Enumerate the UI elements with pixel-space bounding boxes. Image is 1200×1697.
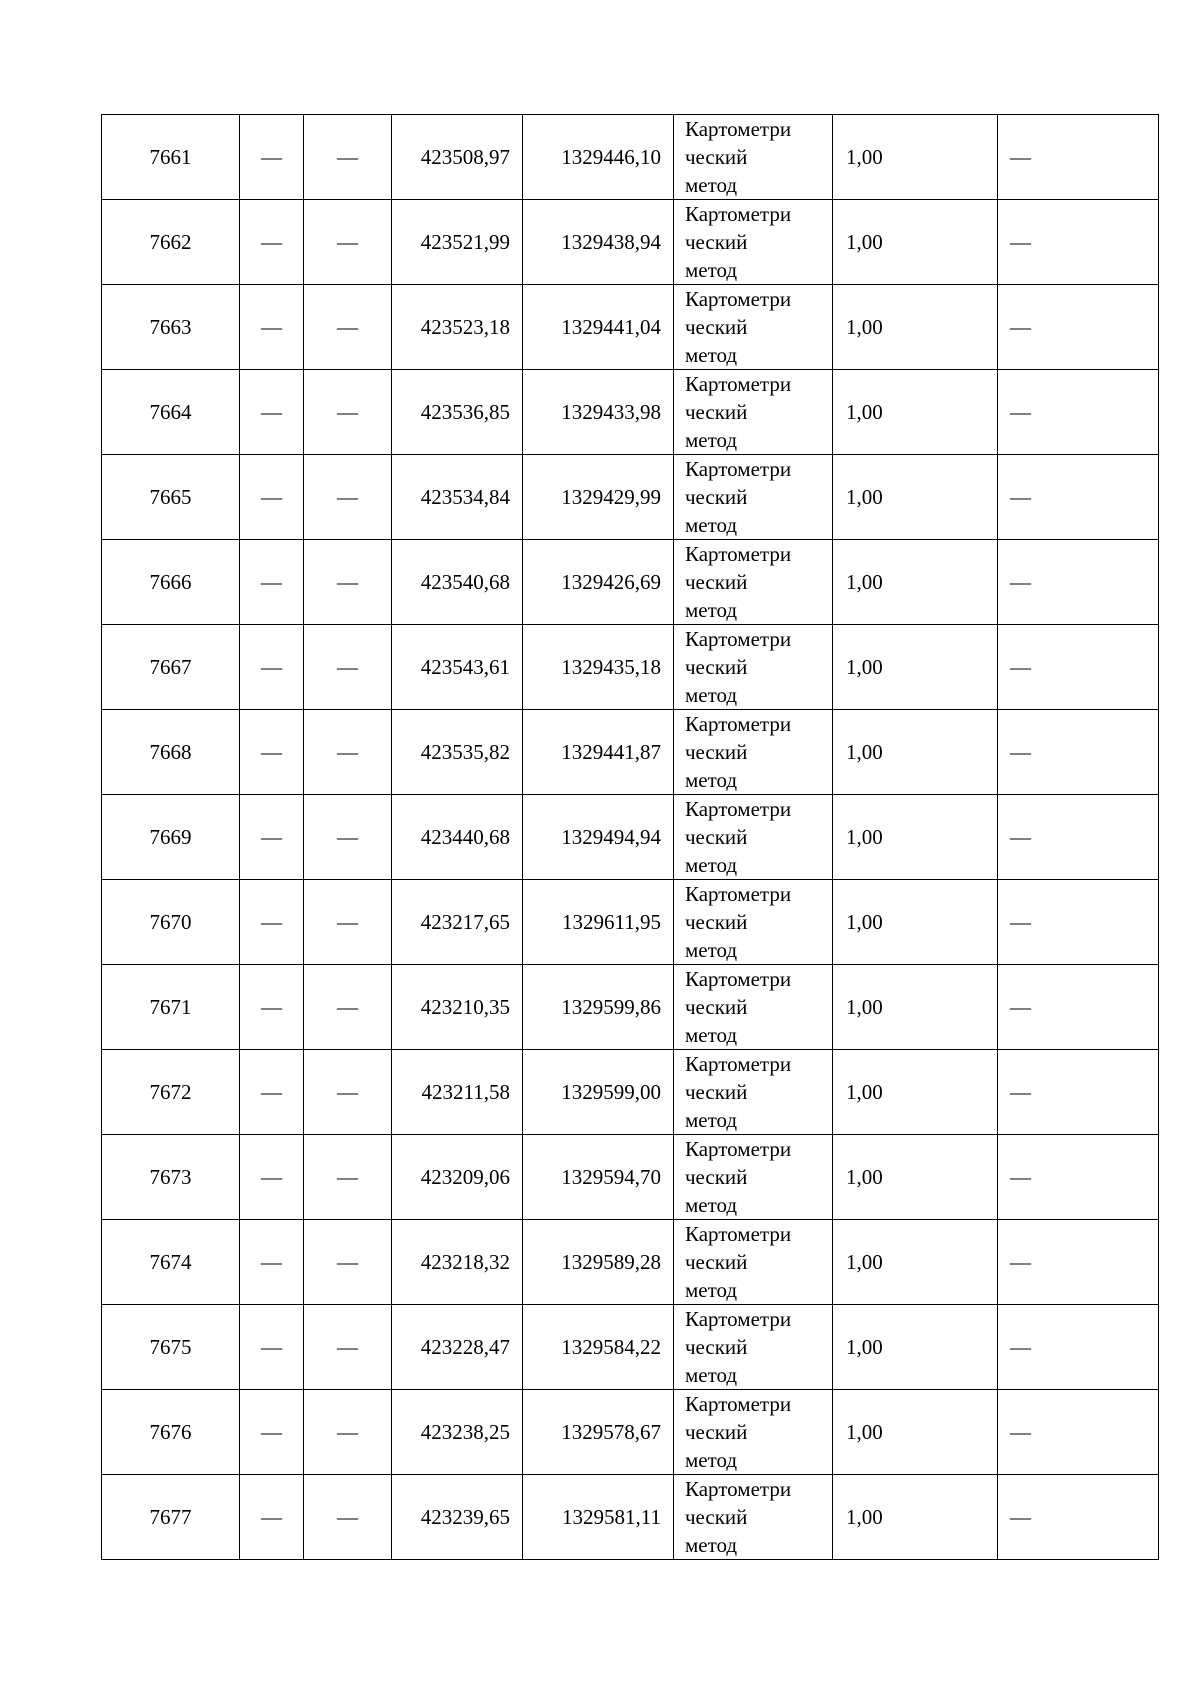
- empty-dash-cell: —: [998, 625, 1159, 710]
- empty-dash-cell: —: [240, 540, 304, 625]
- empty-dash-cell: —: [304, 370, 392, 455]
- accuracy-cell: 1,00: [833, 540, 998, 625]
- empty-dash-cell: —: [998, 1390, 1159, 1475]
- table-row: [102, 200, 1159, 285]
- x-coordinate-cell: 423440,68: [392, 795, 523, 880]
- accuracy-cell: 1,00: [833, 115, 998, 200]
- empty-dash-cell: —: [240, 1305, 304, 1390]
- empty-dash-cell: —: [304, 285, 392, 370]
- x-coordinate-cell: 423536,85: [392, 370, 523, 455]
- y-coordinate-cell: 1329599,86: [523, 965, 674, 1050]
- empty-dash-cell: —: [240, 200, 304, 285]
- table-row: [102, 965, 1159, 1050]
- empty-dash-cell: —: [998, 1135, 1159, 1220]
- empty-dash-cell: —: [998, 1305, 1159, 1390]
- point-number-cell: 7669: [102, 795, 240, 880]
- method-cell: Картометри ческий метод: [674, 1050, 833, 1135]
- empty-dash-cell: —: [998, 710, 1159, 795]
- empty-dash-cell: —: [998, 1475, 1159, 1560]
- method-cell: Картометри ческий метод: [674, 710, 833, 795]
- empty-dash-cell: —: [998, 285, 1159, 370]
- empty-dash-cell: —: [240, 625, 304, 710]
- empty-dash-cell: —: [304, 795, 392, 880]
- y-coordinate-cell: 1329584,22: [523, 1305, 674, 1390]
- empty-dash-cell: —: [240, 455, 304, 540]
- empty-dash-cell: —: [240, 795, 304, 880]
- x-coordinate-cell: 423211,58: [392, 1050, 523, 1135]
- method-cell: Картометри ческий метод: [674, 540, 833, 625]
- empty-dash-cell: —: [304, 1220, 392, 1305]
- accuracy-cell: 1,00: [833, 1050, 998, 1135]
- y-coordinate-cell: 1329581,11: [523, 1475, 674, 1560]
- method-cell: Картометри ческий метод: [674, 1390, 833, 1475]
- empty-dash-cell: —: [240, 1135, 304, 1220]
- y-coordinate-cell: 1329438,94: [523, 200, 674, 285]
- accuracy-cell: 1,00: [833, 625, 998, 710]
- table-row: [102, 285, 1159, 370]
- empty-dash-cell: —: [240, 285, 304, 370]
- point-number-cell: 7667: [102, 625, 240, 710]
- point-number-cell: 7672: [102, 1050, 240, 1135]
- x-coordinate-cell: 423238,25: [392, 1390, 523, 1475]
- empty-dash-cell: —: [240, 115, 304, 200]
- table-row: [102, 115, 1159, 200]
- table-row: [102, 1305, 1159, 1390]
- empty-dash-cell: —: [304, 115, 392, 200]
- empty-dash-cell: —: [998, 200, 1159, 285]
- empty-dash-cell: —: [304, 1135, 392, 1220]
- point-number-cell: 7671: [102, 965, 240, 1050]
- method-cell: Картометри ческий метод: [674, 625, 833, 710]
- accuracy-cell: 1,00: [833, 880, 998, 965]
- point-number-cell: 7674: [102, 1220, 240, 1305]
- method-cell: Картометри ческий метод: [674, 965, 833, 1050]
- empty-dash-cell: —: [998, 965, 1159, 1050]
- method-cell: Картометри ческий метод: [674, 200, 833, 285]
- table-row: [102, 795, 1159, 880]
- point-number-cell: 7677: [102, 1475, 240, 1560]
- empty-dash-cell: —: [240, 880, 304, 965]
- table-row: [102, 540, 1159, 625]
- table-row: [102, 455, 1159, 540]
- empty-dash-cell: —: [304, 880, 392, 965]
- y-coordinate-cell: 1329589,28: [523, 1220, 674, 1305]
- point-number-cell: 7668: [102, 710, 240, 795]
- table-row: [102, 1135, 1159, 1220]
- x-coordinate-cell: 423521,99: [392, 200, 523, 285]
- y-coordinate-cell: 1329426,69: [523, 540, 674, 625]
- empty-dash-cell: —: [240, 965, 304, 1050]
- empty-dash-cell: —: [304, 710, 392, 795]
- table-row: [102, 880, 1159, 965]
- table-row: [102, 1390, 1159, 1475]
- accuracy-cell: 1,00: [833, 1475, 998, 1560]
- empty-dash-cell: —: [998, 880, 1159, 965]
- x-coordinate-cell: 423218,32: [392, 1220, 523, 1305]
- point-number-cell: 7675: [102, 1305, 240, 1390]
- x-coordinate-cell: 423228,47: [392, 1305, 523, 1390]
- y-coordinate-cell: 1329446,10: [523, 115, 674, 200]
- x-coordinate-cell: 423209,06: [392, 1135, 523, 1220]
- empty-dash-cell: —: [304, 200, 392, 285]
- x-coordinate-cell: 423543,61: [392, 625, 523, 710]
- empty-dash-cell: —: [998, 115, 1159, 200]
- point-number-cell: 7670: [102, 880, 240, 965]
- method-cell: Картометри ческий метод: [674, 115, 833, 200]
- accuracy-cell: 1,00: [833, 1220, 998, 1305]
- accuracy-cell: 1,00: [833, 455, 998, 540]
- empty-dash-cell: —: [998, 370, 1159, 455]
- accuracy-cell: 1,00: [833, 200, 998, 285]
- x-coordinate-cell: 423210,35: [392, 965, 523, 1050]
- empty-dash-cell: —: [304, 540, 392, 625]
- x-coordinate-cell: 423239,65: [392, 1475, 523, 1560]
- point-number-cell: 7665: [102, 455, 240, 540]
- empty-dash-cell: —: [240, 710, 304, 795]
- empty-dash-cell: —: [240, 1220, 304, 1305]
- empty-dash-cell: —: [998, 795, 1159, 880]
- x-coordinate-cell: 423535,82: [392, 710, 523, 795]
- empty-dash-cell: —: [240, 1475, 304, 1560]
- y-coordinate-cell: 1329441,04: [523, 285, 674, 370]
- table-body: [102, 115, 1159, 1560]
- table-row: [102, 625, 1159, 710]
- empty-dash-cell: —: [304, 1050, 392, 1135]
- y-coordinate-cell: 1329594,70: [523, 1135, 674, 1220]
- accuracy-cell: 1,00: [833, 1305, 998, 1390]
- point-number-cell: 7666: [102, 540, 240, 625]
- x-coordinate-cell: 423523,18: [392, 285, 523, 370]
- empty-dash-cell: —: [240, 1390, 304, 1475]
- method-cell: Картометри ческий метод: [674, 1220, 833, 1305]
- empty-dash-cell: —: [998, 455, 1159, 540]
- point-number-cell: 7661: [102, 115, 240, 200]
- x-coordinate-cell: 423508,97: [392, 115, 523, 200]
- empty-dash-cell: —: [304, 455, 392, 540]
- accuracy-cell: 1,00: [833, 285, 998, 370]
- table-row: [102, 1050, 1159, 1135]
- y-coordinate-cell: 1329429,99: [523, 455, 674, 540]
- table-row: [102, 1220, 1159, 1305]
- x-coordinate-cell: 423540,68: [392, 540, 523, 625]
- empty-dash-cell: —: [240, 370, 304, 455]
- accuracy-cell: 1,00: [833, 1135, 998, 1220]
- accuracy-cell: 1,00: [833, 1390, 998, 1475]
- y-coordinate-cell: 1329611,95: [523, 880, 674, 965]
- accuracy-cell: 1,00: [833, 710, 998, 795]
- coordinates-table: [101, 114, 1159, 1560]
- accuracy-cell: 1,00: [833, 795, 998, 880]
- method-cell: Картометри ческий метод: [674, 1305, 833, 1390]
- empty-dash-cell: —: [304, 1390, 392, 1475]
- y-coordinate-cell: 1329435,18: [523, 625, 674, 710]
- table-row: [102, 1475, 1159, 1560]
- method-cell: Картометри ческий метод: [674, 1475, 833, 1560]
- y-coordinate-cell: 1329599,00: [523, 1050, 674, 1135]
- point-number-cell: 7663: [102, 285, 240, 370]
- method-cell: Картометри ческий метод: [674, 370, 833, 455]
- accuracy-cell: 1,00: [833, 370, 998, 455]
- method-cell: Картометри ческий метод: [674, 1135, 833, 1220]
- empty-dash-cell: —: [304, 965, 392, 1050]
- empty-dash-cell: —: [304, 1305, 392, 1390]
- point-number-cell: 7676: [102, 1390, 240, 1475]
- y-coordinate-cell: 1329441,87: [523, 710, 674, 795]
- empty-dash-cell: —: [304, 1475, 392, 1560]
- method-cell: Картометри ческий метод: [674, 285, 833, 370]
- point-number-cell: 7662: [102, 200, 240, 285]
- empty-dash-cell: —: [304, 625, 392, 710]
- point-number-cell: 7664: [102, 370, 240, 455]
- x-coordinate-cell: 423534,84: [392, 455, 523, 540]
- method-cell: Картометри ческий метод: [674, 880, 833, 965]
- empty-dash-cell: —: [998, 540, 1159, 625]
- table-row: [102, 370, 1159, 455]
- point-number-cell: 7673: [102, 1135, 240, 1220]
- accuracy-cell: 1,00: [833, 965, 998, 1050]
- x-coordinate-cell: 423217,65: [392, 880, 523, 965]
- method-cell: Картометри ческий метод: [674, 455, 833, 540]
- method-cell: Картометри ческий метод: [674, 795, 833, 880]
- y-coordinate-cell: 1329433,98: [523, 370, 674, 455]
- empty-dash-cell: —: [240, 1050, 304, 1135]
- y-coordinate-cell: 1329578,67: [523, 1390, 674, 1475]
- y-coordinate-cell: 1329494,94: [523, 795, 674, 880]
- empty-dash-cell: —: [998, 1220, 1159, 1305]
- table-row: [102, 710, 1159, 795]
- empty-dash-cell: —: [998, 1050, 1159, 1135]
